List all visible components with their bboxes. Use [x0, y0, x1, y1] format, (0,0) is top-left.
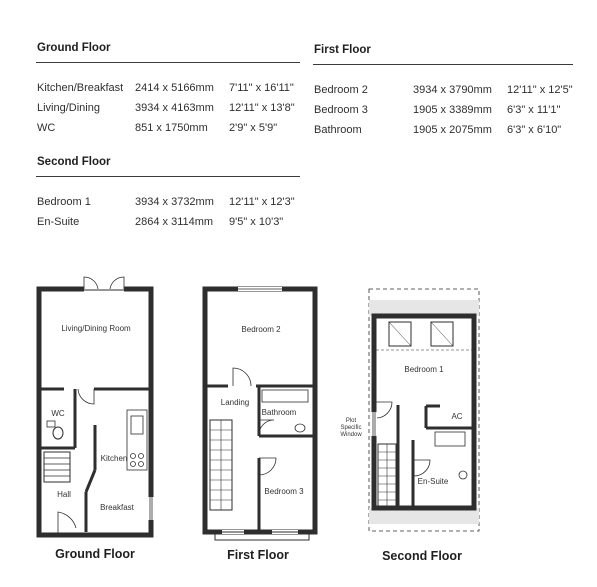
plan-label-en-suite: En-Suite: [417, 477, 449, 486]
kitchen-worktop: [127, 410, 147, 470]
room-metric: 851 x 1750mm: [135, 122, 208, 134]
room-name: Kitchen/Breakfast: [37, 82, 124, 94]
hob-ring: [131, 454, 136, 459]
room-imperial: 6'3" x 6'10": [507, 124, 562, 136]
plot-window-label: Window: [340, 432, 362, 438]
plan-label-bedroom3: Bedroom 3: [264, 487, 304, 496]
room-metric: 3934 x 4163mm: [135, 102, 214, 114]
room-imperial: 9'5" x 10'3": [229, 216, 284, 228]
plan-label-bedroom2: Bedroom 2: [241, 325, 281, 334]
plan-label-bedroom1: Bedroom 1: [404, 365, 444, 374]
ground-floor-heading: Ground Floor: [37, 42, 111, 54]
kitchen-partition-diag: [86, 470, 95, 492]
room-imperial: 2'9" x 5'9": [229, 122, 278, 134]
second-floor-plan: [369, 289, 479, 531]
bath: [262, 390, 308, 402]
caption-first-floor: First Floor: [227, 548, 289, 562]
wc-basin: [47, 421, 55, 427]
plan-label-breakfast: Breakfast: [100, 503, 134, 512]
room-name: Bathroom: [314, 124, 362, 136]
room-metric: 2864 x 3114mm: [135, 216, 214, 228]
hob-ring: [131, 462, 136, 467]
room-metric: 2414 x 5166mm: [135, 82, 214, 94]
plan-label-ac: AC: [451, 412, 463, 421]
room-metric: 3934 x 3790mm: [413, 84, 492, 96]
plan-label-kitchen: Kitchen: [100, 454, 128, 463]
bathroom-door-swing: [259, 420, 274, 436]
first-floor-heading: First Floor: [314, 44, 371, 56]
room-imperial: 6'3" x 11'1": [507, 104, 561, 116]
second-floor-heading: Second Floor: [37, 156, 111, 168]
room-name: Bedroom 3: [314, 104, 368, 116]
plan-label-living-dining: Living/Dining Room: [61, 324, 131, 333]
plan-label-landing: Landing: [220, 398, 250, 407]
bedroom1-door-swing: [376, 402, 392, 418]
ground-stairs: [44, 452, 70, 482]
hob-ring: [139, 462, 144, 467]
room-imperial: 7'11" x 16'11": [229, 82, 294, 94]
plot-window-label: Specific: [340, 425, 362, 431]
room-name: En-Suite: [37, 216, 80, 228]
ensuite-toilet: [459, 471, 467, 479]
hob-ring: [139, 454, 144, 459]
plan-label-wc: WC: [51, 409, 65, 418]
ensuite-door-swing: [414, 460, 430, 476]
living-door-swing: [78, 389, 94, 404]
bedroom3-door-swing: [259, 458, 276, 475]
room-name: WC: [37, 122, 56, 134]
room-name: Bedroom 2: [314, 84, 368, 96]
room-name: Bedroom 1: [37, 196, 91, 208]
room-imperial: 12'11" x 13'8": [229, 102, 295, 114]
roof-outline: [369, 289, 479, 531]
bedroom2-door-swing: [233, 368, 251, 386]
bathroom-toilet: [295, 424, 305, 432]
caption-second-floor: Second Floor: [382, 549, 462, 563]
plot-window-label: Plot: [345, 418, 357, 424]
room-imperial: 12'11" x 12'3": [229, 196, 295, 208]
room-metric: 1905 x 3389mm: [413, 104, 492, 116]
ground-floor-plan: [39, 277, 152, 535]
front-door-swing: [58, 512, 76, 534]
room-imperial: 12'11" x 12'5": [507, 84, 573, 96]
shower: [435, 432, 465, 446]
wc-toilet: [53, 427, 63, 439]
room-metric: 3934 x 3732mm: [135, 196, 214, 208]
kitchen-sink: [131, 416, 143, 434]
caption-ground-floor: Ground Floor: [55, 547, 135, 561]
plan-label-hall: Hall: [57, 490, 71, 499]
room-name: Living/Dining: [37, 102, 100, 114]
plan-label-bathroom: Bathroom: [261, 408, 297, 417]
room-metric: 1905 x 2075mm: [413, 124, 492, 136]
